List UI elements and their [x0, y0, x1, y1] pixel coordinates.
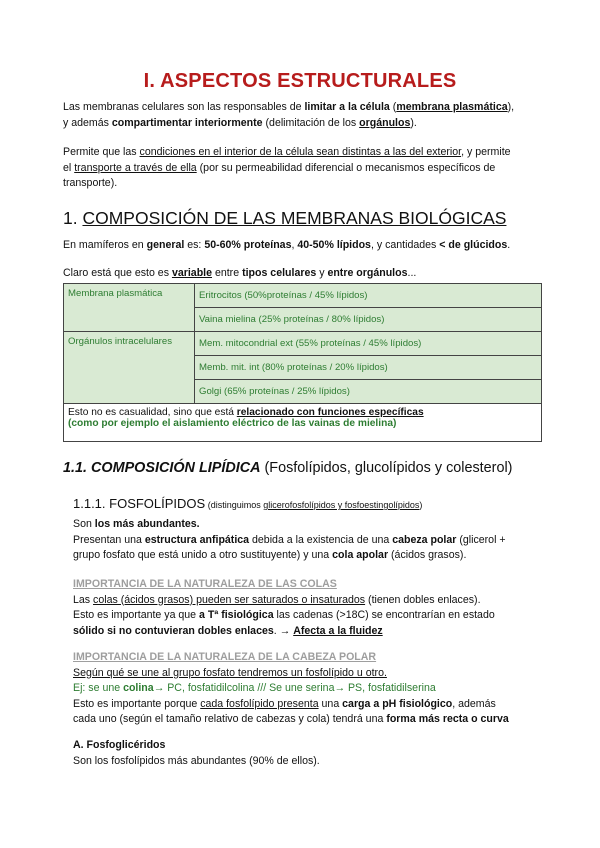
- text: Ej: se une: [73, 682, 124, 695]
- bold-text: limitar a la célula: [304, 101, 390, 113]
- table-group-label: Orgánulos intracelulares: [64, 332, 195, 404]
- text: En mamíferos en: [63, 239, 147, 251]
- section-title: 1.1.1. FOSFOLÍPIDOS: [73, 496, 206, 511]
- text: → PC, fosfatidilcolina /// Se une serina→ PS, fosfatidilserina: [153, 682, 436, 695]
- underlined-text: transporte a través de ella: [74, 161, 197, 174]
- text: el: [63, 161, 75, 174]
- bold-text: tipos celulares: [242, 267, 317, 279]
- text: cada uno (según el tamaño relativo de cabezas y cola) tendrá una: [73, 713, 387, 726]
- bold-text: colina: [123, 682, 154, 695]
- bold-text: cabeza polar: [392, 533, 457, 546]
- text: ,: [291, 239, 298, 251]
- section-1-heading: [63, 208, 506, 229]
- text: Son los fosfolípidos más abundantes (90% de ellos).: [73, 754, 320, 767]
- section-subtitle: (Fosfolípidos, glucolípidos y colesterol): [260, 460, 513, 476]
- section-number: 1.: [63, 208, 83, 228]
- subsection-heading: IMPORTANCIA DE LA NATURALEZA DE LAS COLAS: [73, 578, 337, 590]
- table-cell: Vaina mielina (25% proteínas / 80% lípidos): [195, 308, 542, 332]
- text: y: [316, 267, 328, 279]
- underlined-text: colas (ácidos grasos) pueden ser saturados o insaturados: [93, 593, 366, 606]
- text: Esto es importante ya que: [73, 609, 200, 622]
- page-title: I. ASPECTOS ESTRUCTURALES: [143, 70, 457, 92]
- text: transporte).: [63, 177, 118, 190]
- text: grupo fosfato que está unido a otro sustituyente) y una: [73, 549, 333, 562]
- text: y además: [63, 116, 112, 129]
- subsection-heading: A. Fosfoglicéridos: [73, 739, 166, 751]
- text: , y permite: [461, 146, 511, 158]
- bold-text: 50-60% proteínas: [204, 239, 292, 251]
- bold-text: estructura anfipática: [144, 533, 250, 546]
- bold-text: los más abundantes.: [94, 518, 200, 530]
- green-example-line: [73, 682, 436, 694]
- text: (por su permeabilidad diferencial o mecanismos específicos de: [196, 161, 496, 174]
- text: entre: [212, 267, 243, 279]
- bold-text: < de glúcidos: [439, 239, 508, 251]
- underlined-text: Según qué se une al grupo fosfato tendremos un fosfolípido u otro.: [73, 666, 387, 679]
- intro-paragraph-2: [63, 145, 543, 192]
- text: Claro está que esto es: [63, 267, 172, 279]
- section-note: [205, 500, 422, 510]
- underlined-text: condiciones en el interior de la célula sean distintas a las del exterior: [139, 146, 462, 158]
- bold-text: carga a pH fisiológico: [342, 697, 453, 710]
- text: Las membranas celulares son las responsables de: [63, 101, 305, 113]
- text: (delimitación de los: [262, 116, 360, 129]
- bold-text: sólido si no contuvieran dobles enlaces: [73, 624, 274, 637]
- section-title: COMPOSICIÓN DE LAS MEMBRANAS BIOLÓGICAS: [82, 208, 507, 228]
- text: Son: [73, 518, 95, 530]
- text: (distinguimos: [205, 500, 264, 510]
- text: ): [419, 500, 423, 510]
- bold-text: a Tª fisiológica: [199, 609, 274, 622]
- text: Esto es importante porque: [73, 697, 201, 710]
- text: ).: [410, 116, 417, 129]
- text: Permite que las: [63, 146, 140, 158]
- section-title: 1.1. COMPOSICIÓN LIPÍDICA: [63, 460, 261, 476]
- fosfogliceridos-block: [73, 738, 543, 769]
- bold-underlined-text: variable: [171, 267, 213, 279]
- bold-text: cola apolar: [332, 549, 389, 562]
- underlined-text: glicerofosfolípidos y fosfoestingolípidos: [263, 500, 420, 510]
- table-cell: Eritrocitos (50%proteínas / 45% lípidos): [195, 284, 542, 308]
- table-group-label: Membrana plasmática: [64, 284, 195, 332]
- text: , y cantidades: [370, 239, 440, 251]
- text: , además: [452, 697, 496, 710]
- cabeza-polar-block: [73, 650, 543, 728]
- table-note: [64, 404, 542, 442]
- text: (ácidos grasos).: [388, 549, 467, 562]
- text: (tienen dobles enlaces).: [365, 593, 481, 606]
- bold-text: compartimentar interiormente: [111, 116, 263, 129]
- table-cell: Golgi (65% proteínas / 25% lípidos): [195, 380, 542, 404]
- text: .: [507, 239, 511, 251]
- table-row: [64, 284, 542, 308]
- green-bold-text: (como por ejemplo el aislamiento eléctrico de las vainas de mielina): [68, 418, 397, 429]
- table-cell: Memb. mit. int (80% proteínas / 20% lípidos): [195, 356, 542, 380]
- table-row: [64, 404, 542, 442]
- bold-text: 40-50% lípidos: [297, 239, 371, 251]
- bold-underlined-text: relacionado con funciones específicas: [236, 407, 424, 418]
- text: es:: [184, 239, 205, 251]
- subsection-heading: IMPORTANCIA DE LA NATURALEZA DE LA CABEZA POLAR: [73, 651, 377, 663]
- intro-paragraph-1: [63, 100, 543, 131]
- text: (: [389, 101, 397, 113]
- bold-underlined-text: Afecta a la fluidez: [293, 624, 383, 637]
- colas-block: [73, 577, 543, 639]
- bold-underlined-text: membrana plasmática: [396, 101, 508, 113]
- table-row: [64, 332, 542, 356]
- composition-line: [63, 238, 543, 254]
- bold-text: forma más recta o curva: [386, 713, 509, 726]
- bold-text: entre orgánulos: [327, 267, 408, 279]
- bold-text: general: [146, 239, 185, 251]
- table-cell: Mem. mitocondrial ext (55% proteínas / 45% lípidos): [195, 332, 542, 356]
- text: . →: [273, 624, 294, 637]
- text: las cadenas (>18C) se encontrarían en estado: [273, 609, 495, 622]
- text: Presentan una: [73, 533, 145, 546]
- text: debida a la existencia de una: [249, 533, 393, 546]
- fosfolipidos-paragraph: [73, 517, 543, 564]
- text: ),: [507, 101, 515, 113]
- composition-table: [63, 283, 542, 442]
- text: Las: [73, 593, 94, 606]
- section-1-1-heading: [63, 460, 512, 476]
- bold-underlined-text: orgánulos: [359, 116, 411, 129]
- underlined-text: cada fosfolípido presenta: [200, 697, 319, 710]
- text: ...: [407, 267, 417, 279]
- variability-line: [63, 266, 543, 282]
- text: (glicerol +: [456, 533, 506, 546]
- text: Esto no es casualidad, sino que está: [68, 407, 237, 418]
- section-1-1-1-heading: [73, 496, 422, 511]
- text: una: [318, 697, 343, 710]
